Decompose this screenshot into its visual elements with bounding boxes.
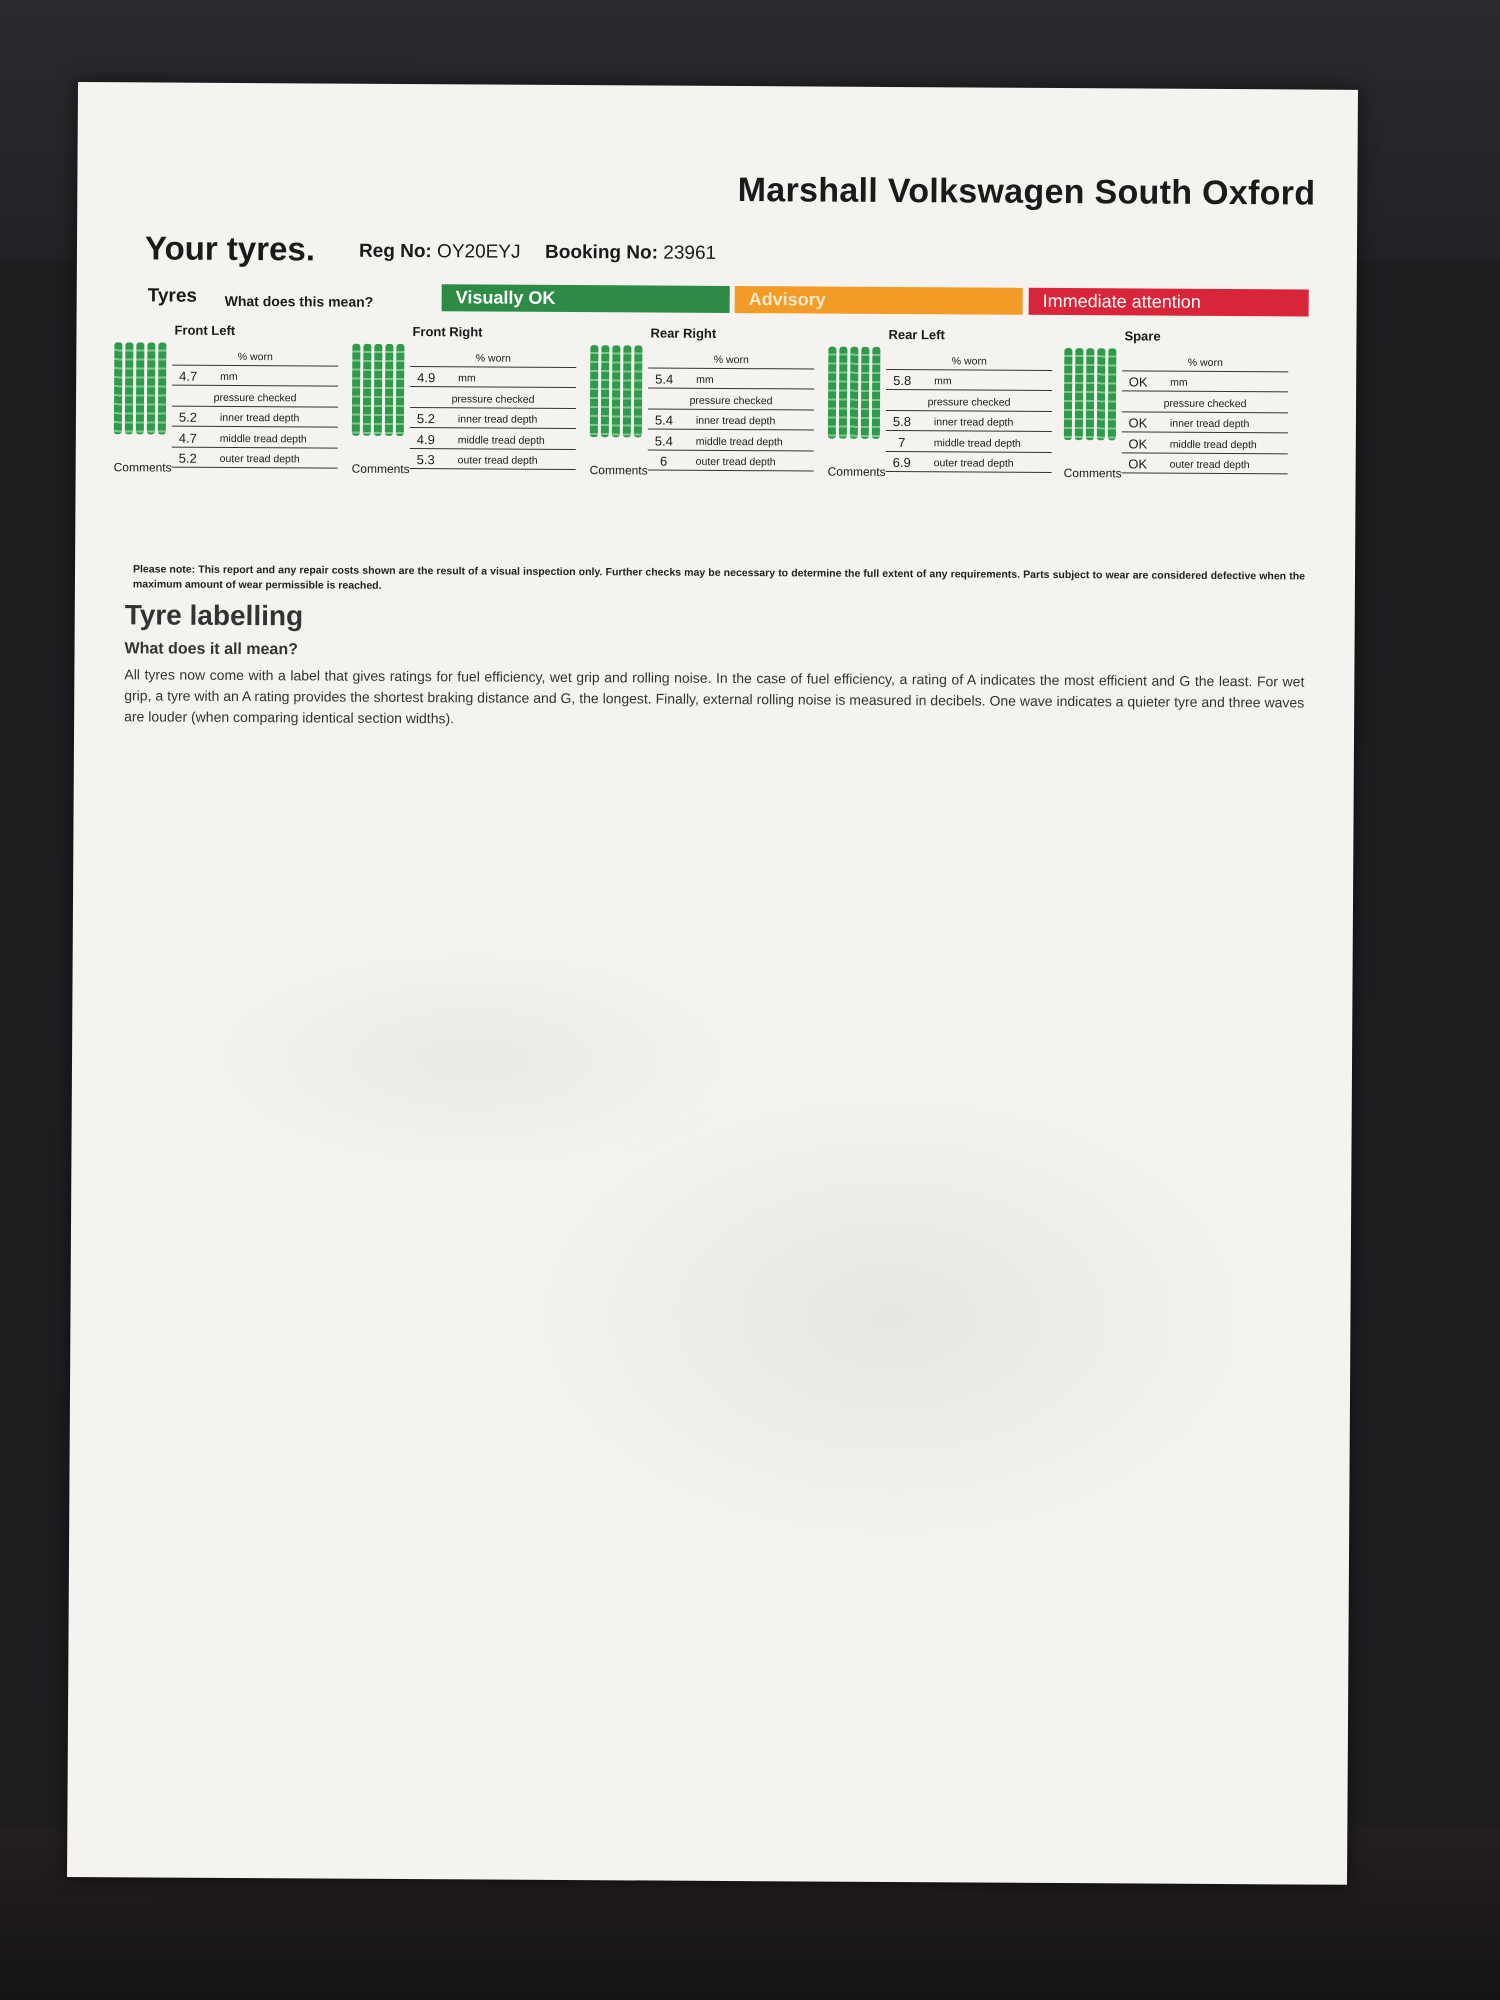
measurement-row	[1122, 371, 1288, 393]
measurement-value: 5.2	[178, 409, 198, 425]
measurement-value: OK	[1128, 456, 1148, 472]
measurement-label: middle tread depth	[1169, 438, 1257, 451]
measurement-value: OK	[1128, 374, 1148, 390]
measurement-value: 4.9	[417, 370, 436, 386]
tyre-tread-icon	[114, 342, 167, 434]
measurement-row	[886, 410, 1052, 432]
measurement-row	[1122, 453, 1288, 475]
tyre-panel	[1064, 328, 1301, 479]
measurement-row	[886, 431, 1052, 453]
measurement-value: 4.9	[416, 431, 435, 447]
tyre-position-name: Rear Right	[650, 325, 717, 341]
measurement-row	[1122, 432, 1288, 454]
tyre-panel	[352, 324, 589, 475]
measurement-label: % worn	[713, 353, 749, 366]
meaning-label: What does this mean?	[224, 292, 374, 310]
page-title: Your tyres.	[144, 229, 316, 268]
measurement-value: 4.7	[178, 430, 197, 446]
measurement-row	[1122, 391, 1288, 413]
booking-label: Booking No:	[545, 241, 659, 264]
tyre-panel	[114, 322, 351, 473]
tyre-position-name: Spare	[1124, 328, 1161, 344]
measurement-label: outer tread depth	[219, 452, 300, 466]
measurement-value: 5.8	[892, 413, 912, 430]
measurement-row	[410, 449, 576, 471]
measurement-value: 5.4	[654, 412, 674, 428]
measurement-label: % worn	[1187, 356, 1223, 369]
measurement-row	[172, 447, 338, 469]
measurement-label: outer tread depth	[695, 455, 776, 469]
measurement-label: % worn	[237, 350, 273, 363]
measurement-row	[1122, 350, 1288, 372]
measurement-row	[410, 428, 576, 450]
tyre-tread-icon	[590, 345, 643, 437]
tyre-tread-icon	[352, 344, 405, 436]
measurement-row	[410, 346, 576, 368]
measurement-label: mm	[220, 370, 238, 383]
measurement-label: pressure checked	[213, 391, 297, 404]
tread-depth-table	[172, 345, 339, 469]
tyre-position-name: Front Right	[412, 324, 483, 340]
comments-label: Comments	[1063, 466, 1122, 481]
tyre-panel	[590, 325, 827, 476]
reg-value: OY20EYJ	[437, 241, 521, 263]
measurement-value: OK	[1128, 415, 1148, 431]
measurement-value: 5.4	[654, 433, 673, 449]
measurement-label: pressure checked	[451, 392, 535, 406]
key-advisory: Advisory	[735, 286, 1023, 315]
measurement-label: inner tread depth	[457, 413, 538, 426]
measurement-label: inner tread depth	[1169, 417, 1250, 431]
tyres-label: Tyres	[147, 285, 198, 307]
measurement-row	[886, 369, 1052, 391]
tyre-position-name: Rear Left	[888, 326, 945, 343]
measurement-label: % worn	[475, 351, 511, 365]
measurement-value: 5.2	[416, 411, 436, 427]
measurement-value: OK	[1128, 435, 1148, 452]
tyre-labelling-subtitle: What does it all mean?	[124, 640, 298, 659]
measurement-label: middle tread depth	[933, 436, 1021, 450]
measurement-label: inner tread depth	[933, 416, 1014, 429]
tread-depth-table	[648, 347, 815, 471]
measurement-label: outer tread depth	[933, 457, 1014, 470]
measurement-row	[410, 408, 576, 430]
paper-shadow	[171, 933, 773, 1187]
measurement-row	[648, 347, 814, 369]
measurement-row	[1122, 412, 1288, 434]
comments-label: Comments	[827, 464, 886, 479]
measurement-label: pressure checked	[689, 394, 773, 407]
tread-depth-table	[886, 349, 1053, 473]
measurement-row	[886, 390, 1052, 412]
measurement-label: mm	[696, 373, 714, 386]
measurement-label: middle tread depth	[695, 435, 783, 448]
measurement-label: outer tread depth	[1169, 458, 1250, 472]
measurement-label: outer tread depth	[457, 454, 538, 467]
measurement-value: 5.3	[416, 452, 435, 468]
tyre-report-sheet	[67, 82, 1358, 1885]
measurement-row	[648, 450, 814, 472]
measurement-value: 5.8	[893, 372, 912, 389]
tread-depth-table	[410, 346, 577, 470]
measurement-row	[648, 409, 814, 431]
tyre-tread-icon	[828, 347, 881, 439]
tyre-labelling-title: Tyre labelling	[124, 599, 304, 632]
measurement-label: % worn	[951, 354, 987, 368]
measurement-label: inner tread depth	[219, 411, 300, 425]
tyre-labelling-body: All tyres now come with a label that gives ratings for fuel efficiency, wet grip and rolling noise. In the case of fuel efficiency, a rating of A indicates the most efficient and G the least. For wet grip, a tyre with an A rating provides the shortest braking distance and G, the longest. Finally, external rolling noise is measured in decibels. One wave indicates a quieter tyre and three waves are louder (when comparing identical section widths).	[124, 666, 1305, 727]
dealer-name: Marshall Volkswagen South Oxford	[737, 171, 1316, 213]
measurement-value: 6.9	[892, 454, 911, 471]
measurement-row	[172, 365, 338, 387]
tyre-position-name: Front Left	[174, 322, 236, 338]
measurement-row	[886, 451, 1052, 473]
key-visually-ok: Visually OK	[442, 284, 730, 313]
measurement-label: mm	[1170, 376, 1188, 389]
measurement-label: mm	[934, 375, 952, 388]
measurement-label: middle tread depth	[219, 432, 307, 445]
measurement-label: mm	[458, 372, 476, 385]
measurement-row	[648, 388, 814, 410]
measurement-label: pressure checked	[927, 395, 1011, 409]
comments-label: Comments	[351, 461, 410, 477]
measurement-value: 6	[660, 453, 668, 469]
measurement-label: inner tread depth	[695, 414, 776, 428]
measurement-row	[172, 427, 338, 449]
reg-label: Reg No:	[358, 240, 432, 263]
tread-depth-table	[1122, 350, 1289, 474]
measurement-row	[172, 345, 338, 367]
inspection-note: Please note: This report and any repair costs shown are the result of a visual inspection only. Further checks may be necessary to determine the full extent of any requirements. Parts subject to wear are considered defective when the maximum amount of wear permissible is reached.	[132, 563, 1306, 592]
measurement-row	[172, 386, 338, 408]
key-immediate-attention: Immediate attention	[1029, 288, 1309, 317]
tyre-tread-icon	[1064, 348, 1117, 440]
measurement-row	[172, 406, 338, 428]
registration-line	[359, 241, 716, 265]
tyre-panel	[828, 327, 1065, 478]
comments-label: Comments	[589, 463, 648, 478]
measurement-label: pressure checked	[1163, 397, 1247, 410]
measurement-row	[648, 429, 814, 451]
measurement-value: 4.7	[179, 368, 198, 384]
measurement-row	[410, 387, 576, 409]
measurement-value: 7	[898, 434, 906, 450]
measurement-row	[410, 367, 576, 389]
measurement-row	[648, 368, 814, 390]
measurement-label: middle tread depth	[457, 433, 545, 447]
measurement-value: 5.2	[178, 450, 197, 466]
measurement-value: 5.4	[655, 371, 674, 387]
measurement-row	[886, 349, 1052, 371]
booking-value: 23961	[663, 242, 717, 264]
comments-label: Comments	[113, 460, 172, 475]
